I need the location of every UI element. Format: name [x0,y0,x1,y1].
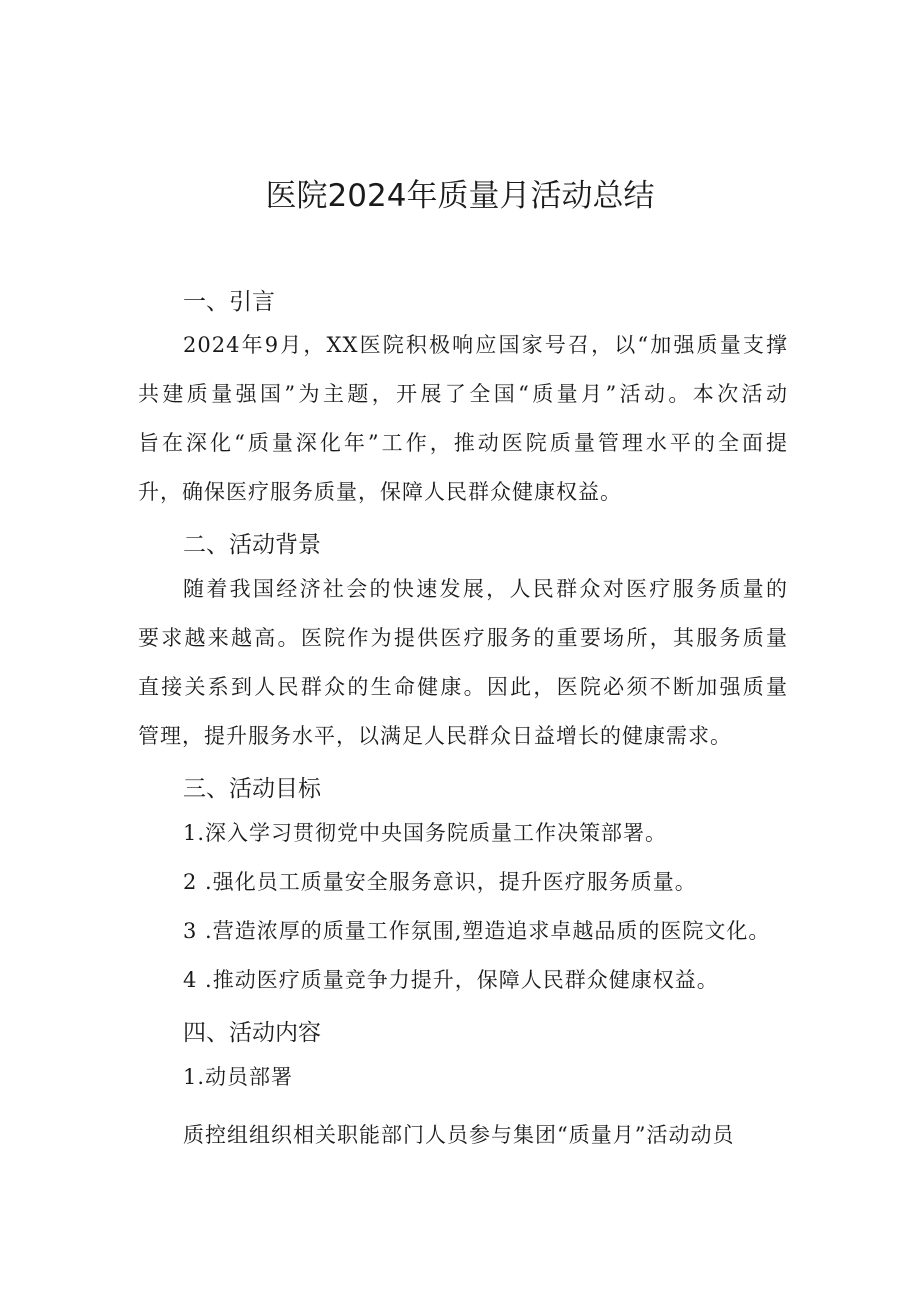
section-heading-introduction: 一、引言 [183,289,275,315]
paragraph-line: 管理，提升服务水平，以满足人民群众日益增长的健康需求。 [138,724,732,748]
paragraph-line: 升，确保医疗服务质量，保障人民群众健康权益。 [138,480,622,504]
subheading-mobilization: 1.动员部署 [183,1065,294,1089]
list-item: 3 .营造浓厚的质量工作氛围,塑造追求卓越品质的医院文化。 [183,919,771,943]
paragraph-line: 随着我国经济社会的快速发展，人民群众对医疗服务质量的 [183,577,788,601]
paragraph-line: 质控组组织相关职能部门人员参与集团“质量月”活动动员 [183,1123,735,1147]
paragraph-line: 直接关系到人民群众的生命健康。因此，医院必须不断加强质量 [138,675,788,699]
paragraph-line: 要求越来越高。医院作为提供医疗服务的重要场所，其服务质量 [138,626,788,650]
list-item: 1.深入学习贯彻党中央国务院质量工作决策部署。 [183,821,668,845]
section-heading-background: 二、活动背景 [183,532,321,558]
list-item: 2 .强化员工质量安全服务意识，提升医疗服务质量。 [183,870,697,894]
section-heading-content: 四、活动内容 [183,1020,321,1046]
section-heading-goals: 三、活动目标 [183,776,321,802]
page-title: 医院2024年质量月活动总结 [265,178,655,214]
paragraph-line: 2024年9月，XX医院积极响应国家号召，以“加强质量支撑 [183,333,788,357]
paragraph-line: 旨在深化“质量深化年”工作，推动医院质量管理水平的全面提 [138,431,788,455]
list-item: 4 .推动医疗质量竞争力提升，保障人民群众健康权益。 [183,968,719,992]
paragraph-line: 共建质量强国”为主题，开展了全国“质量月”活动。本次活动 [138,382,788,406]
